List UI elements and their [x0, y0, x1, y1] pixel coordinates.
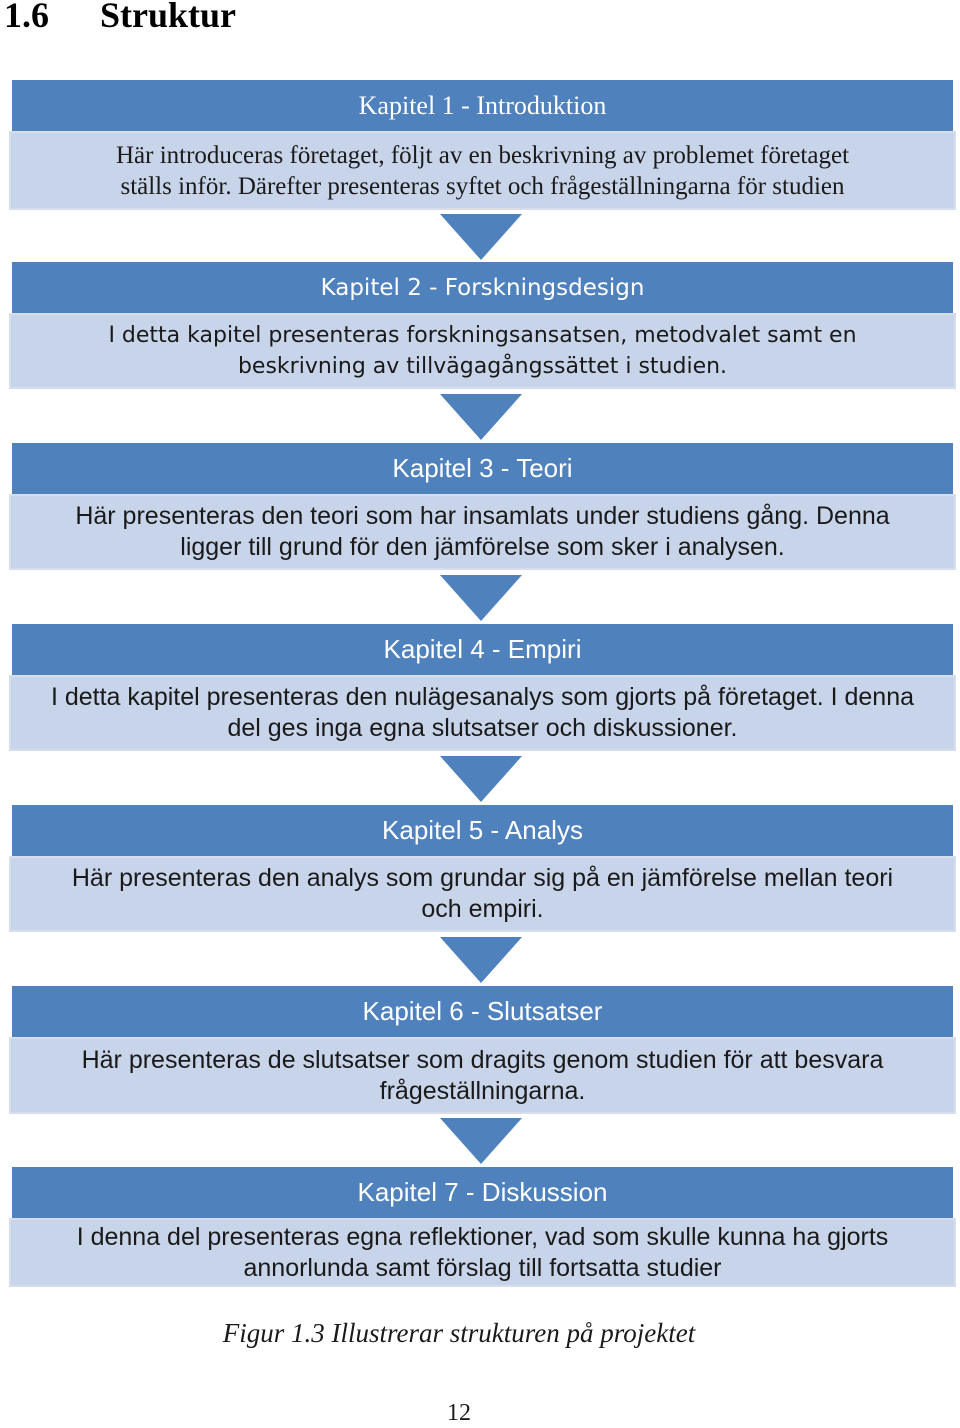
chapter-description-3 [9, 494, 956, 570]
chapter-description-2 [9, 313, 956, 389]
section-title: Struktur [100, 0, 237, 35]
chapter-block-7 [9, 1167, 956, 1287]
chapter-header-7: Kapitel 7 - Diskussion [12, 1167, 953, 1218]
down-arrow-icon [440, 937, 522, 983]
chapter-line: frågeställningarna. [379, 1076, 586, 1105]
chapter-block-5 [9, 805, 956, 932]
chapter-line: I detta kapitel presenteras den nulägesanalys som gjorts på företaget. I denna [50, 683, 915, 711]
figure-caption: Figur 1.3 Illustrerar strukturen på projektet [222, 1318, 696, 1348]
chapter-line: ligger till grund för den jämförelse som sker i analysen. [180, 533, 785, 561]
down-arrow-icon [440, 1118, 522, 1164]
chapter-line: I detta kapitel presenteras forskningsansatsen, metodvalet samt en [108, 323, 857, 348]
section-number: 1.6 [4, 0, 49, 35]
chapter-line: Här presenteras de slutsatser som dragits genom studien för att besvara [81, 1045, 884, 1074]
chapter-description-7 [9, 1218, 956, 1287]
chapter-line: annorlunda samt förslag till fortsatta studier [243, 1253, 722, 1282]
chapter-line: och empiri. [421, 895, 544, 923]
chapter-header-1: Kapitel 1 - Introduktion [12, 80, 953, 131]
chapter-line: I denna del presenteras egna reflektioner, vad som skulle kunna ha gjorts [76, 1222, 889, 1251]
chapter-block-2 [9, 262, 956, 389]
chapter-block-6 [9, 986, 956, 1114]
page-number: 12 [447, 1400, 471, 1426]
chapter-description-5 [9, 856, 956, 932]
chapter-line: Här introduceras företaget, följt av en beskrivning av problemet företaget [115, 141, 850, 169]
chapter-header-3: Kapitel 3 - Teori [12, 443, 953, 494]
chapter-block-1 [9, 80, 956, 210]
down-arrow-icon [440, 214, 522, 260]
chapter-line: ställs inför. Därefter presenteras syftet och frågeställningarna för studien [120, 172, 845, 200]
chapter-line: beskrivning av tillvägagångssättet i studien. [237, 354, 728, 379]
section-heading [4, 0, 236, 36]
chapter-header-5: Kapitel 5 - Analys [12, 805, 953, 856]
chapter-header-2: Kapitel 2 - Forskningsdesign [12, 262, 953, 313]
chapter-header-4: Kapitel 4 - Empiri [12, 624, 953, 675]
chapter-description-4 [9, 675, 956, 751]
down-arrow-icon [440, 394, 522, 440]
chapter-block-4 [9, 624, 956, 751]
chapter-line: Här presenteras den analys som grundar sig på en jämförelse mellan teori [71, 864, 894, 892]
chapter-line: del ges inga egna slutsatser och diskussioner. [227, 714, 738, 742]
chapter-block-3 [9, 443, 956, 570]
chapter-description-1 [9, 131, 956, 210]
down-arrow-icon [440, 756, 522, 802]
down-arrow-icon [440, 575, 522, 621]
chapter-description-6 [9, 1037, 956, 1114]
chapter-header-6: Kapitel 6 - Slutsatser [12, 986, 953, 1037]
chapter-line: Här presenteras den teori som har insamlats under studiens gång. Denna [75, 502, 890, 530]
